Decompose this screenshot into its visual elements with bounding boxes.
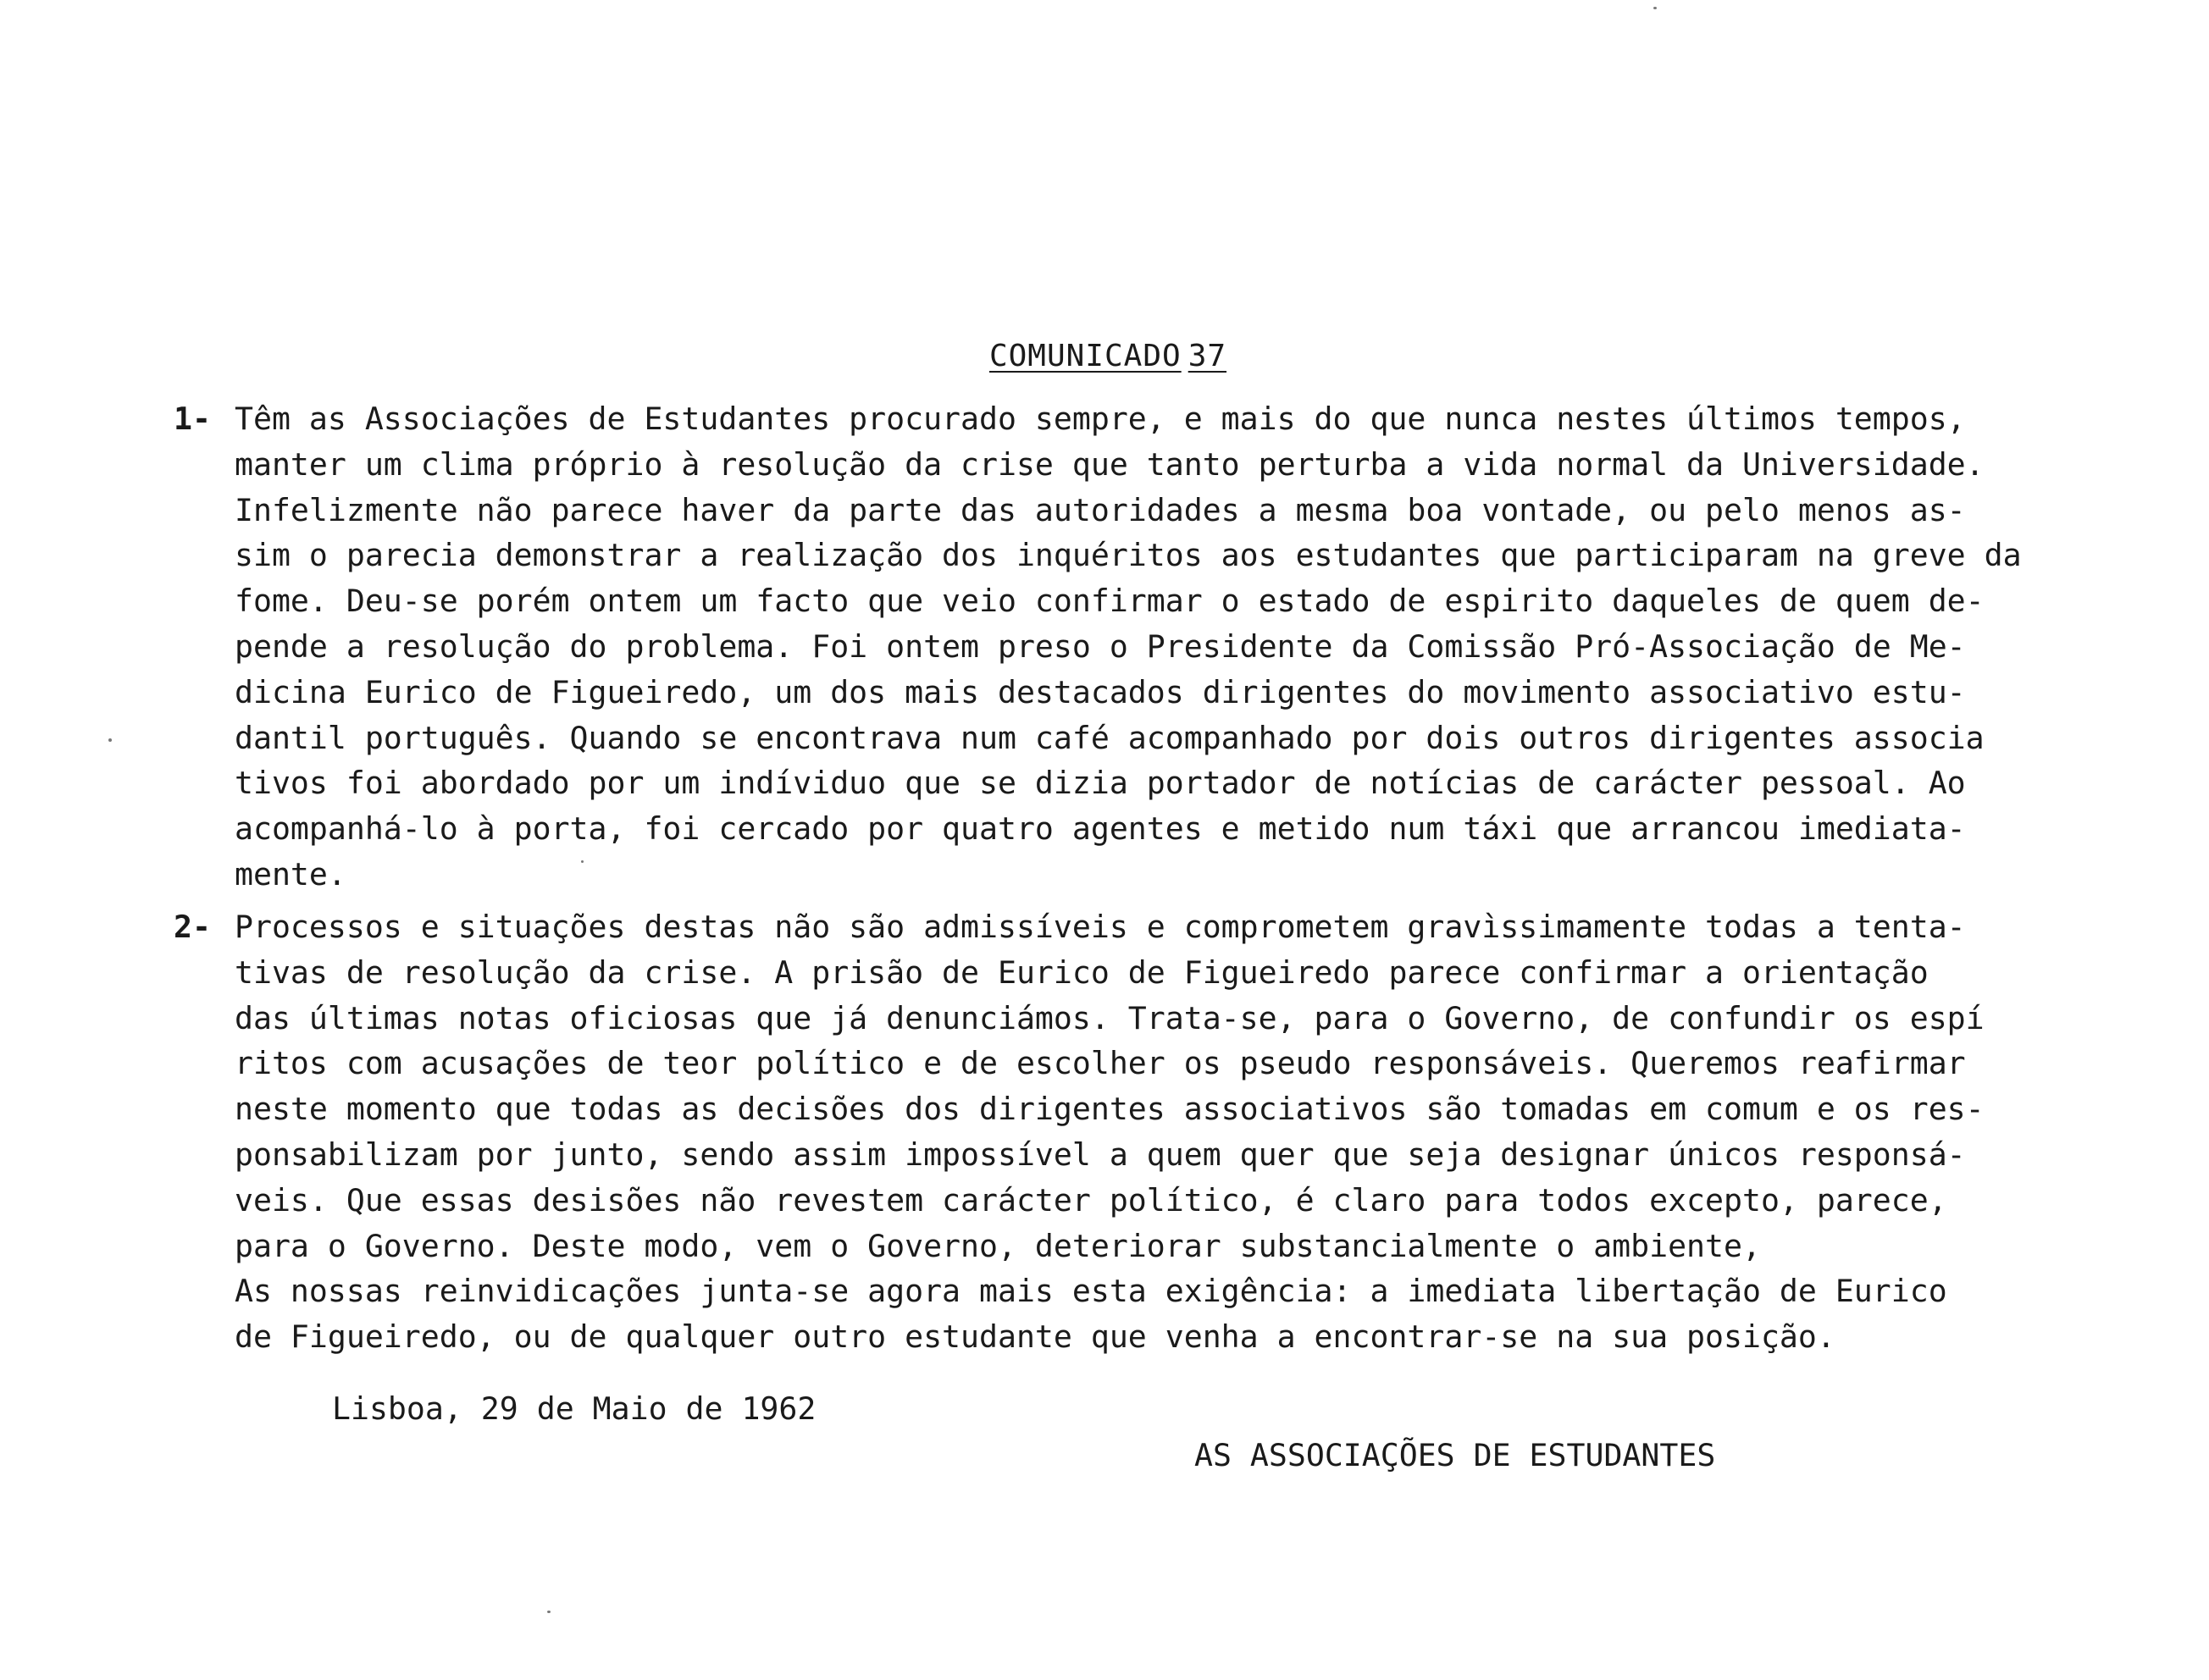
text-line: pende a resolução do problema. Foi ontem preso o Presidente da Comissão Pró-Associação de Me- xyxy=(235,627,1966,665)
title-word: COMUNICADO xyxy=(988,339,1182,373)
text-line: dicina Eurico de Figueiredo, um dos mais destacados dirigentes do movimento associativo estu- xyxy=(235,673,1966,710)
text-line: As nossas reinvidicações junta-se agora mais esta exigência: a imediata libertação de Eurico xyxy=(235,1273,1947,1310)
text-line: Processos e situações destas não são admissíveis e comprometem gravìssimamente todas a tenta- xyxy=(235,909,1966,945)
text-line: Têm as Associações de Estudantes procurado sempre, e mais do que nunca nestes últimos tempos, xyxy=(235,401,1966,437)
text-line: veis. Que essas desisões não revestem carácter político, é claro para todos excepto, parece, xyxy=(235,1181,1947,1219)
paragraph-text xyxy=(235,904,1985,1360)
ink-speck xyxy=(1653,7,1657,9)
text-line: de Figueiredo, ou de qualquer outro estudante que venha a encontrar-se na sua posição. xyxy=(235,1318,1835,1356)
text-line: manter um clima próprio à resolução da crise que tanto perturba a vida normal da Universidade. xyxy=(235,445,1985,483)
text-line: para o Governo. Deste modo, vem o Governo, deteriorar substancialmente o ambiente, xyxy=(235,1227,1761,1264)
paragraph-number: 1- xyxy=(174,401,211,437)
text-line: tivas de resolução da crise. A prisão de Eurico de Figueiredo parece confirmar a orientação xyxy=(235,953,1929,991)
ink-speck xyxy=(581,860,584,863)
text-line: tivos foi abordado por um indíviduo que se dizia portador de notícias de carácter pessoal. Ao xyxy=(235,765,1966,802)
text-line: ritos com acusações de teor político e de escolher os pseudo responsáveis. Queremos reafirmar xyxy=(235,1045,1966,1082)
title-number: 37 xyxy=(1188,339,1227,373)
paragraph-text xyxy=(235,396,2022,898)
place-date: Lisboa, 29 de Maio de 1962 xyxy=(332,1390,817,1427)
paragraph-number: 2- xyxy=(174,909,211,945)
text-line: acompanhá-lo à porta, foi cercado por quatro agentes e metido num táxi que arrancou imediata- xyxy=(235,810,1966,848)
text-line: neste momento que todas as decisões dos dirigentes associativos são tomadas em comum e os res- xyxy=(235,1091,1985,1128)
ink-speck xyxy=(108,738,112,742)
text-line: mente. xyxy=(235,855,346,892)
signature: AS ASSOCIAÇÕES DE ESTUDANTES xyxy=(1194,1437,1716,1473)
text-line: ponsabilizam por junto, sendo assim impossível a quem quer que seja designar únicos responsá- xyxy=(235,1136,1966,1173)
text-line: fome. Deu-se porém ontem um facto que veio confirmar o estado de espirito daqueles de quem de- xyxy=(235,583,1985,620)
ink-speck xyxy=(547,1611,551,1613)
text-line: Infelizmente não parece haver da parte das autoridades a mesma boa vontade, ou pelo menos as- xyxy=(235,491,1966,528)
document-title xyxy=(0,339,2209,373)
text-line: sim o parecia demonstrar a realização dos inquéritos aos estudantes que participaram na greve da xyxy=(235,537,2022,574)
text-line: dantil português. Quando se encontrava num café acompanhado por dois outros dirigentes associa xyxy=(235,719,1985,756)
text-line: das últimas notas oficiosas que já denunciámos. Trata-se, para o Governo, de confundir os espí xyxy=(235,999,1985,1036)
